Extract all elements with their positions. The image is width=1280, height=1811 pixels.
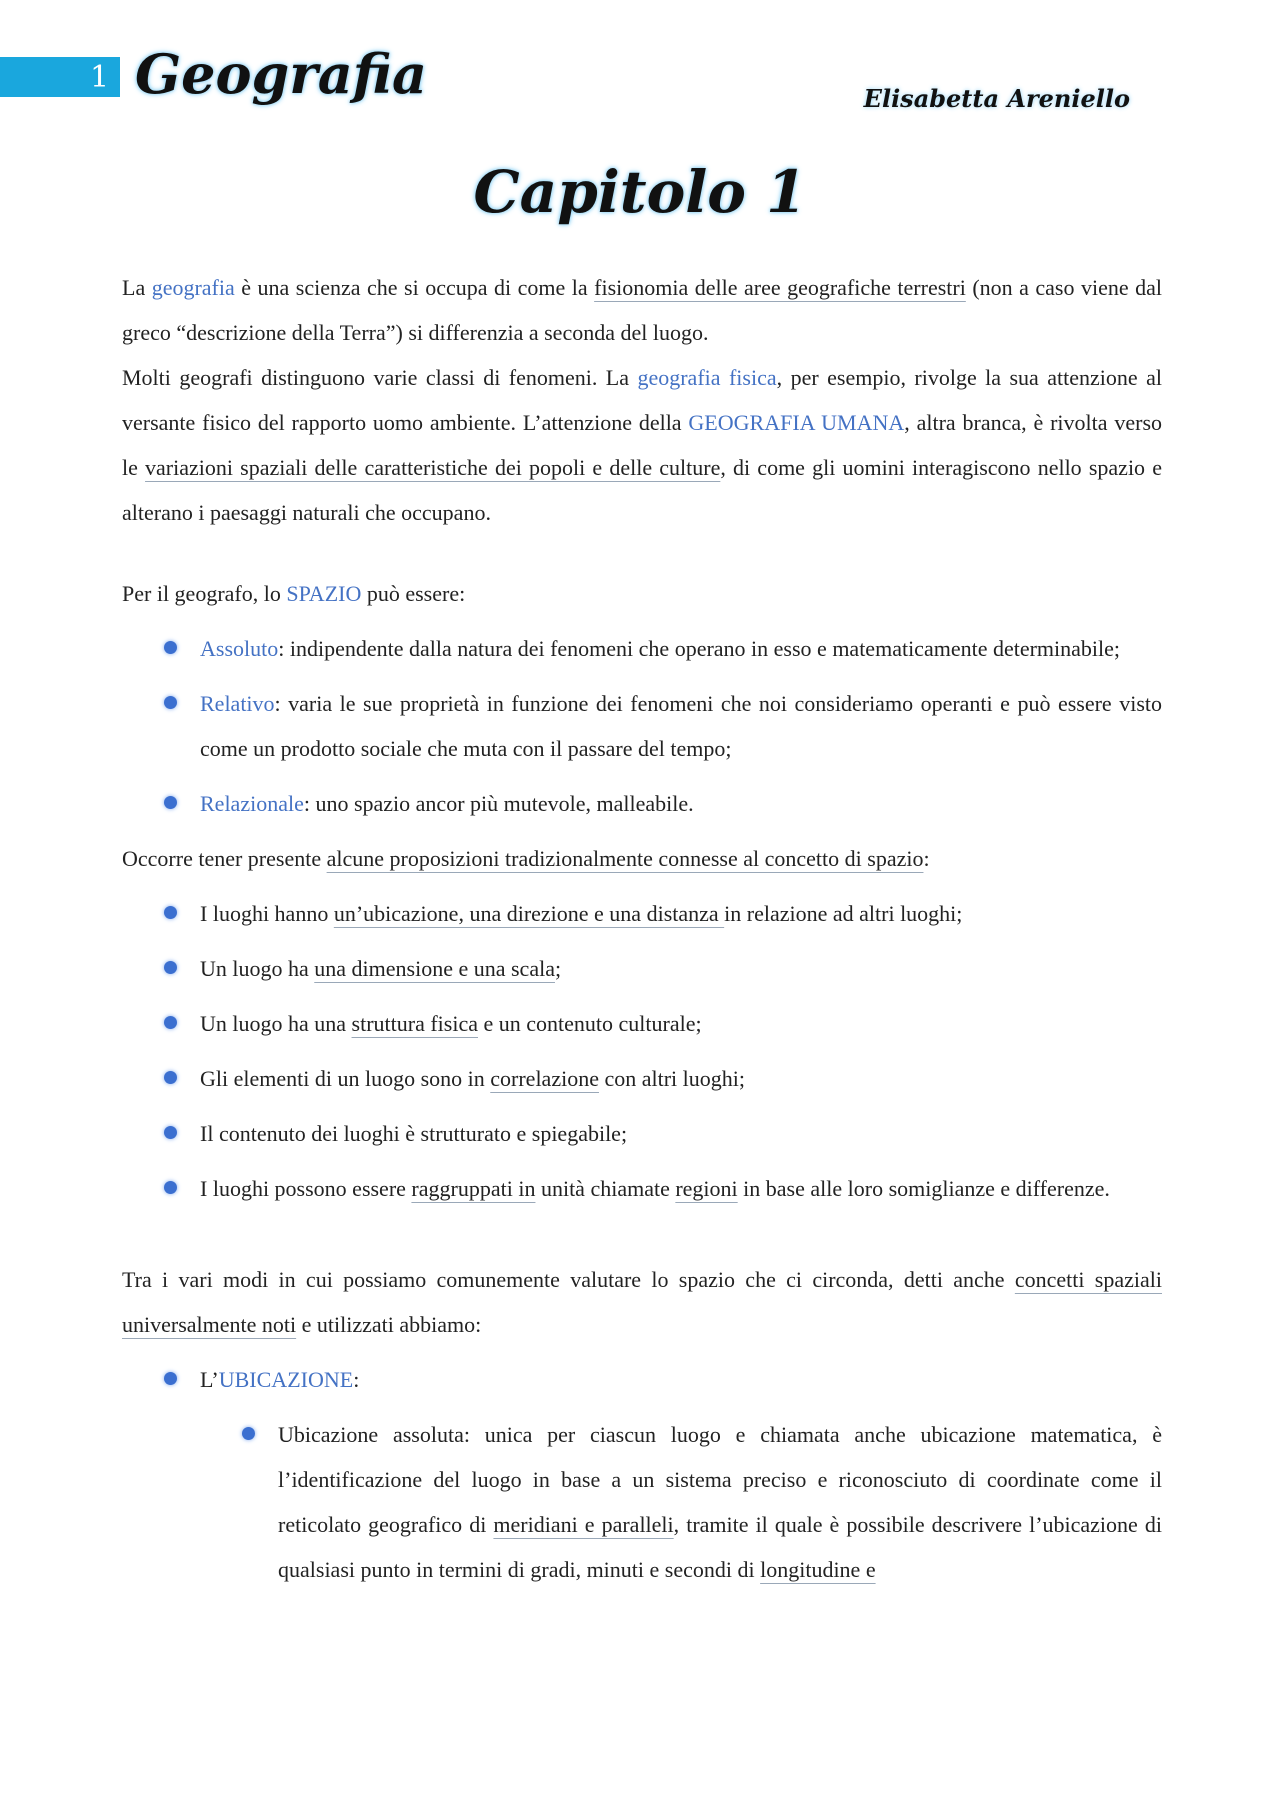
term-ubicazione: UBICAZIONE bbox=[218, 1367, 354, 1392]
underlined-phrase: longitudine e bbox=[760, 1557, 876, 1582]
author-name: Elisabetta Areniello bbox=[863, 84, 1130, 113]
text: , per esempio, rivolge la sua attenzione al versante fisico del rapporto uomo ambiente. L’attenzione della bbox=[122, 365, 1162, 435]
text: unità chiamate bbox=[535, 1176, 676, 1201]
text: con altri luoghi; bbox=[598, 1066, 745, 1091]
spazio-list bbox=[122, 626, 1162, 826]
text: I luoghi hanno bbox=[200, 901, 334, 926]
text: e un contenuto culturale; bbox=[478, 1011, 702, 1036]
text: : indipendente dalla natura dei fenomeni che operano in esso e matematicamente determinabile; bbox=[278, 636, 1121, 661]
list-item bbox=[122, 1357, 1162, 1402]
concetti-list bbox=[122, 1357, 1162, 1402]
bullet-icon bbox=[164, 1181, 177, 1194]
term: Relazionale bbox=[200, 791, 304, 816]
underlined-phrase: un’ubicazione, una direzione e una distanza bbox=[333, 901, 725, 926]
text: in relazione ad altri luoghi; bbox=[724, 901, 963, 926]
term-spazio: SPAZIO bbox=[286, 581, 362, 606]
text: Ubicazione assoluta: unica per ciascun luogo e chiamata anche ubicazione matematica, è l’identificazione del luogo in base a un sistema preciso e riconosciuto di coordinate come il reticolato geografico di bbox=[278, 1422, 1162, 1537]
underlined-phrase: fisionomia delle aree geografiche terrestri bbox=[594, 275, 966, 300]
list-item bbox=[122, 946, 1162, 991]
underlined-phrase: struttura fisica bbox=[351, 1011, 478, 1036]
ubicazione-sublist bbox=[122, 1412, 1162, 1592]
bullet-icon bbox=[164, 1071, 177, 1084]
list-item bbox=[122, 1111, 1162, 1156]
text: : varia le sue proprietà in funzione dei fenomeni che noi consideriamo operanti e può essere visto come un prodotto sociale che muta con il passare del tempo; bbox=[200, 691, 1162, 761]
list-item bbox=[122, 1166, 1162, 1211]
spazio-lead bbox=[122, 571, 1162, 616]
intro-paragraph-1 bbox=[122, 265, 1162, 355]
text: in base alle loro somiglianze e differenze. bbox=[737, 1176, 1110, 1201]
underlined-phrase: raggruppati in bbox=[411, 1176, 536, 1201]
proposizioni-lead bbox=[122, 836, 1162, 881]
bullet-icon bbox=[242, 1427, 255, 1440]
list-item bbox=[122, 1001, 1162, 1046]
term: Relativo bbox=[200, 691, 275, 716]
list-item bbox=[122, 781, 1162, 826]
bullet-icon bbox=[164, 1372, 177, 1385]
text: , di come gli uomini interagiscono nello spazio e alterano i paesaggi naturali che occupano. bbox=[122, 455, 1162, 525]
bullet-icon bbox=[164, 796, 177, 809]
text: , tramite il quale è possibile descrivere l’ubicazione di qualsiasi punto in termini di gradi, minuti e secondi di bbox=[278, 1512, 1162, 1582]
term-geografia: geografia bbox=[151, 275, 235, 300]
underlined-phrase: alcune proposizioni tradizionalmente connesse al concetto di spazio bbox=[326, 846, 924, 871]
text: Occorre tener presente bbox=[122, 846, 327, 871]
bullet-icon bbox=[164, 906, 177, 919]
text: Il contenuto dei luoghi è strutturato e spiegabile; bbox=[200, 1121, 628, 1146]
text: Un luogo ha bbox=[200, 956, 315, 981]
page-number: 1 bbox=[90, 60, 110, 95]
list-item bbox=[122, 1412, 1162, 1592]
underlined-phrase: variazioni spaziali delle caratteristiche dei popoli e delle culture bbox=[145, 455, 721, 480]
underlined-phrase: concetti spaziali universalmente noti bbox=[122, 1267, 1162, 1337]
list-item bbox=[122, 1056, 1162, 1101]
text: L’ bbox=[200, 1367, 219, 1392]
bullet-icon bbox=[164, 961, 177, 974]
bullet-icon bbox=[164, 696, 177, 709]
text: può essere: bbox=[361, 581, 466, 606]
text: è una scienza che si occupa di come la bbox=[234, 275, 595, 300]
text: e utilizzati abbiamo: bbox=[296, 1312, 482, 1337]
text: I luoghi possono essere bbox=[200, 1176, 412, 1201]
text: Un luogo ha una bbox=[200, 1011, 352, 1036]
term: Assoluto bbox=[200, 636, 279, 661]
text: : bbox=[353, 1367, 360, 1392]
text: La bbox=[122, 275, 152, 300]
text: Molti geografi distinguono varie classi di fenomeni. La bbox=[122, 365, 638, 390]
list-item bbox=[122, 626, 1162, 671]
chapter-title: Capitolo 1 bbox=[473, 158, 807, 226]
list-item bbox=[122, 891, 1162, 936]
document-title: Geografia bbox=[135, 42, 427, 106]
text: Per il geografo, lo bbox=[122, 581, 287, 606]
underlined-phrase: regioni bbox=[675, 1176, 738, 1201]
list-item bbox=[122, 681, 1162, 771]
text: Gli elementi di un luogo sono in bbox=[200, 1066, 491, 1091]
underlined-phrase: correlazione bbox=[490, 1066, 599, 1091]
text: (non a caso viene dal greco “descrizione della Terra”) si differenzia a seconda del luogo. bbox=[122, 275, 1163, 345]
bullet-icon bbox=[164, 1016, 177, 1029]
bullet-icon bbox=[164, 641, 177, 654]
proposizioni-list bbox=[122, 891, 1162, 1211]
intro-paragraph-2 bbox=[122, 355, 1162, 535]
text: : bbox=[923, 846, 930, 871]
bullet-icon bbox=[164, 1126, 177, 1139]
underlined-phrase: una dimensione e una scala bbox=[314, 956, 555, 981]
concetti-lead bbox=[122, 1257, 1162, 1347]
term-geografia-umana: GEOGRAFIA UMANA bbox=[688, 410, 905, 435]
text: ; bbox=[554, 956, 562, 981]
document-body bbox=[122, 265, 1162, 1602]
text: Tra i vari modi in cui possiamo comunemente valutare lo spazio che ci circonda, detti anche bbox=[122, 1267, 1015, 1292]
text: : uno spazio ancor più mutevole, malleabile. bbox=[303, 791, 694, 816]
text: , altra branca, è rivolta verso le bbox=[122, 410, 1163, 480]
underlined-phrase: meridiani e paralleli bbox=[493, 1512, 674, 1537]
term-geografia-fisica: geografia fisica bbox=[637, 365, 777, 390]
